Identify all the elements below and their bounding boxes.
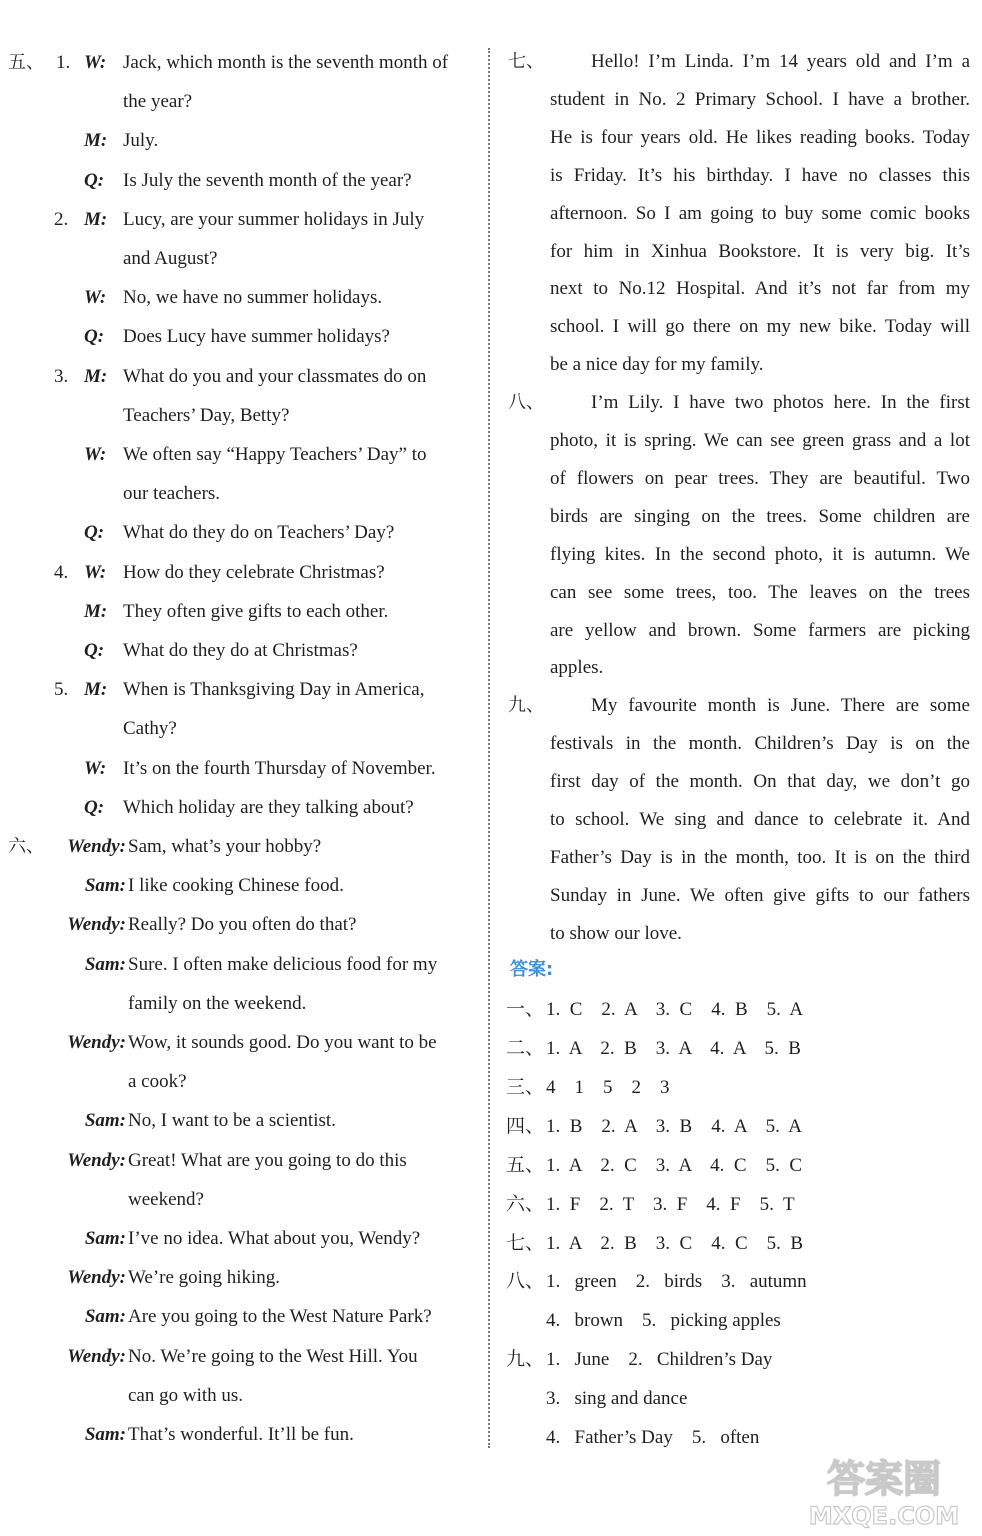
paragraph-line: to show our love.	[550, 922, 682, 944]
paragraph-line: Hello! I’m Linda. I’m 14 years old and I’m a	[591, 51, 970, 72]
paragraph-line: afternoon. So I am going to buy some comic books	[550, 202, 970, 224]
dialogue-text: That’s wonderful. It’ll be fun.	[128, 1424, 354, 1445]
section-number: 七、	[508, 51, 544, 72]
answer-row: 1. green 2. birds 3. autumn	[546, 1271, 807, 1293]
dialogue-text: a cook?	[128, 1071, 187, 1093]
paragraph-line: apples.	[550, 657, 604, 679]
speaker-colon: :	[100, 679, 108, 701]
speaker-colon: :	[99, 52, 107, 73]
speaker-colon: :	[119, 914, 126, 936]
answer-row: 4. brown 5. picking apples	[546, 1310, 781, 1332]
speaker-name: M	[84, 208, 101, 230]
paragraph-line: of flowers on pear trees. They are beautiful. Two	[550, 467, 970, 489]
paragraph-line: I’m Lily. I have two photos here. In the first	[591, 392, 970, 414]
paragraph-line: for him in Xinhua Bookstore. It is very big. It’s	[550, 240, 970, 262]
dialogue-text: Sam, what’s your hobby?	[128, 836, 322, 857]
watermark-bottom: MXQE.COM	[808, 1502, 960, 1530]
answer-row: 1. F 2. T 3. F 4. F 5. T	[546, 1193, 795, 1215]
dialogue-text: our teachers.	[123, 483, 221, 505]
dialogue-text: Is July the seventh month of the year?	[123, 169, 412, 191]
dialogue-text: What do you and your classmates do on	[123, 365, 427, 387]
paragraph-line: to school. We sing and dance to celebrate it. And	[550, 809, 970, 830]
dialogue-text: I like cooking Chinese food.	[128, 875, 344, 897]
speaker-colon: :	[119, 1149, 126, 1171]
dialogue-text: can go with us.	[128, 1384, 244, 1406]
speaker-name: Q	[84, 640, 98, 661]
speaker-colon: :	[119, 836, 126, 857]
dialogue-text: July.	[123, 130, 159, 152]
answer-row-number: 六、	[506, 1192, 545, 1215]
speaker-label	[84, 749, 106, 788]
speaker-colon: :	[97, 522, 105, 544]
paragraph-line: can see some trees, too. The leaves on the trees	[550, 581, 970, 603]
dialogue-text: We often say “Happy Teachers’ Day” to	[123, 444, 427, 465]
answer-heading: 答案:	[510, 958, 554, 980]
speaker-name: Sam	[84, 875, 120, 897]
speaker-label	[84, 357, 107, 396]
speaker-name: Sam	[84, 1228, 120, 1249]
speaker-label	[67, 1337, 126, 1376]
paragraph-line: photo, it is spring. We can see green grass and a lot	[550, 430, 970, 451]
column-divider	[488, 48, 490, 1448]
answer-row-number: 五、	[506, 1153, 545, 1176]
speaker-name: M	[84, 679, 101, 701]
dialogue-text: Really? Do you often do that?	[128, 914, 357, 936]
speaker-name: M	[84, 365, 101, 387]
answer-row: 1. A 2. B 3. A 4. A 5. B	[546, 1038, 801, 1059]
speaker-name: W	[84, 561, 100, 583]
answer-row: 4 1 5 2 3	[546, 1076, 670, 1098]
speaker-name: Wendy	[67, 836, 120, 857]
speaker-label	[67, 1141, 126, 1180]
paragraph-line: first day of the month. On that day, we don’t go	[550, 771, 970, 793]
section-number: 六、	[8, 836, 44, 857]
dialogue-text: and August?	[123, 248, 218, 269]
paragraph-line: be a nice day for my family.	[550, 354, 764, 376]
speaker-colon: :	[100, 208, 108, 230]
dialogue-text: Lucy, are your summer holidays in July	[123, 208, 425, 230]
speaker-colon: :	[119, 1032, 126, 1053]
paragraph-line: birds are singing on the trees. Some children are	[550, 505, 970, 527]
speaker-label	[84, 121, 107, 160]
speaker-label	[84, 317, 104, 356]
answer-row: 1. C 2. A 3. C 4. B 5. A	[546, 999, 804, 1021]
speaker-name: Q	[84, 169, 98, 191]
speaker-label	[85, 1415, 126, 1454]
answer-row: 1. B 2. A 3. B 4. A 5. A	[546, 1115, 803, 1137]
speaker-name: Q	[84, 796, 98, 818]
speaker-colon: :	[99, 561, 107, 583]
dialogue-text: Are you going to the West Nature Park?	[128, 1306, 432, 1328]
speaker-name: W	[84, 52, 100, 73]
speaker-name: W	[84, 287, 100, 309]
speaker-colon: :	[99, 444, 107, 465]
speaker-label	[67, 905, 126, 944]
dialogue-text: the year?	[123, 91, 193, 113]
speaker-label	[84, 670, 107, 709]
paragraph-line: school. I will go there on my new bike. Today will	[550, 316, 970, 338]
dialogue-text: Wow, it sounds good. Do you want to be	[128, 1032, 437, 1053]
speaker-name: Wendy	[67, 1345, 120, 1367]
answer-row: 1. A 2. C 3. A 4. C 5. C	[546, 1154, 803, 1176]
answer-row: 1. June 2. Children’s Day	[546, 1349, 773, 1371]
speaker-name: W	[84, 757, 100, 779]
dialogue-text: Does Lucy have summer holidays?	[123, 326, 390, 348]
speaker-colon: :	[97, 796, 105, 818]
speaker-name: Sam	[84, 1424, 120, 1445]
dialogue-text: Great! What are you going to do this	[128, 1149, 407, 1171]
paragraph-line: Sunday in June. We often give gifts to our fathers	[550, 884, 970, 906]
speaker-label	[85, 1219, 126, 1258]
speaker-colon: :	[119, 1267, 126, 1289]
dialogue-text: Sure. I often make delicious food for my	[128, 953, 438, 975]
item-number: 5.	[54, 679, 69, 701]
speaker-name: Wendy	[67, 914, 120, 936]
watermark-logo	[794, 1450, 974, 1530]
dialogue-text: No, we have no summer holidays.	[123, 287, 383, 309]
dialogue-text: family on the weekend.	[128, 992, 307, 1014]
dialogue-text: No. We’re going to the West Hill. You	[128, 1345, 418, 1367]
speaker-label	[84, 278, 106, 317]
speaker-label	[84, 631, 104, 670]
section-number: 五、	[8, 52, 44, 73]
speaker-name: Sam	[84, 953, 120, 975]
speaker-label	[84, 200, 107, 239]
dialogue-text: What do they do on Teachers’ Day?	[123, 522, 395, 544]
speaker-name: M	[84, 600, 101, 622]
paragraph-line: He is four years old. He likes reading books. Today	[550, 126, 970, 148]
dialogue-text: They often give gifts to each other.	[123, 600, 389, 622]
item-number: 3.	[54, 365, 69, 387]
paragraph-line: next to No.12 Hospital. And it’s not far from my	[550, 278, 970, 300]
speaker-colon: :	[119, 953, 126, 975]
answer-row-number: 七、	[506, 1231, 545, 1254]
speaker-label	[84, 592, 107, 631]
speaker-label	[84, 788, 104, 827]
speaker-label	[67, 827, 126, 866]
speaker-name: W	[84, 444, 100, 465]
speaker-colon: :	[100, 600, 108, 622]
speaker-name: Wendy	[67, 1267, 120, 1289]
dialogue-text: It’s on the fourth Thursday of November.	[123, 757, 436, 779]
speaker-colon: :	[119, 1228, 126, 1249]
speaker-label	[84, 43, 106, 82]
dialogue-text: weekend?	[128, 1188, 204, 1210]
speaker-name: Wendy	[67, 1149, 120, 1171]
speaker-label	[84, 435, 106, 474]
speaker-label	[85, 1297, 126, 1336]
speaker-label	[84, 161, 104, 200]
speaker-label	[84, 553, 106, 592]
answer-row-number: 九、	[506, 1348, 545, 1371]
paragraph-line: My favourite month is June. There are some	[591, 695, 970, 717]
dialogue-text: Teachers’ Day, Betty?	[123, 404, 290, 426]
speaker-colon: :	[119, 875, 126, 897]
speaker-colon: :	[97, 169, 105, 191]
paragraph-line: student in No. 2 Primary School. I have a brother.	[550, 88, 970, 110]
speaker-colon: :	[100, 130, 108, 152]
paragraph-line: flying kites. In the second photo, it is autumn. We	[550, 543, 970, 565]
speaker-colon: :	[97, 326, 105, 348]
section-number: 九、	[508, 695, 544, 717]
item-number: 1.	[56, 52, 71, 73]
dialogue-text: How do they celebrate Christmas?	[123, 561, 385, 583]
paragraph-line: are yellow and brown. Some farmers are picking	[550, 619, 970, 641]
speaker-colon: :	[119, 1345, 126, 1367]
answer-row: 3. sing and dance	[546, 1388, 688, 1410]
section-number: 八、	[508, 392, 544, 414]
speaker-name: Q	[84, 326, 98, 348]
speaker-colon: :	[99, 287, 107, 309]
speaker-colon: :	[99, 757, 107, 779]
item-number: 4.	[54, 561, 69, 583]
speaker-colon: :	[119, 1306, 126, 1328]
answer-row-number: 一、	[506, 998, 545, 1021]
dialogue-text: Which holiday are they talking about?	[123, 796, 414, 818]
dialogue-text: We’re going hiking.	[128, 1267, 281, 1289]
speaker-name: Sam	[84, 1306, 120, 1328]
answer-row-number: 三、	[506, 1075, 545, 1098]
speaker-label	[67, 1023, 126, 1062]
dialogue-text: Cathy?	[123, 718, 177, 740]
paragraph-line: is Friday. It’s his birthday. I have no classes this	[550, 164, 970, 186]
speaker-label	[67, 1258, 126, 1297]
answer-row-number: 四、	[506, 1114, 545, 1137]
dialogue-text: What do they do at Christmas?	[123, 640, 358, 661]
dialogue-text: I’ve no idea. What about you, Wendy?	[128, 1228, 421, 1249]
speaker-colon: :	[100, 365, 108, 387]
dialogue-text: When is Thanksgiving Day in America,	[123, 679, 425, 701]
answer-row: 4. Father’s Day 5. often	[546, 1427, 760, 1448]
watermark-top: 答案圈	[826, 1457, 942, 1501]
paragraph-line: Father’s Day is in the month, too. It is on the third	[550, 846, 970, 868]
speaker-colon: :	[97, 640, 105, 661]
speaker-label	[85, 866, 126, 905]
paragraph-line: festivals in the month. Children’s Day is on the	[550, 733, 970, 755]
item-number: 2.	[54, 208, 69, 230]
speaker-name: M	[84, 130, 101, 152]
dialogue-text: No, I want to be a scientist.	[128, 1110, 336, 1132]
answer-row-number: 八、	[506, 1270, 545, 1293]
speaker-name: Sam	[84, 1110, 120, 1132]
answer-row-number: 二、	[506, 1037, 545, 1059]
dialogue-text: Jack, which month is the seventh month of	[123, 52, 449, 73]
speaker-colon: :	[119, 1110, 126, 1132]
answer-row: 1. A 2. B 3. C 4. C 5. B	[546, 1232, 804, 1254]
speaker-name: Q	[84, 522, 98, 544]
speaker-name: Wendy	[67, 1032, 120, 1053]
speaker-label	[85, 945, 126, 984]
speaker-colon: :	[119, 1424, 126, 1445]
speaker-label	[85, 1101, 126, 1140]
speaker-label	[84, 513, 104, 552]
